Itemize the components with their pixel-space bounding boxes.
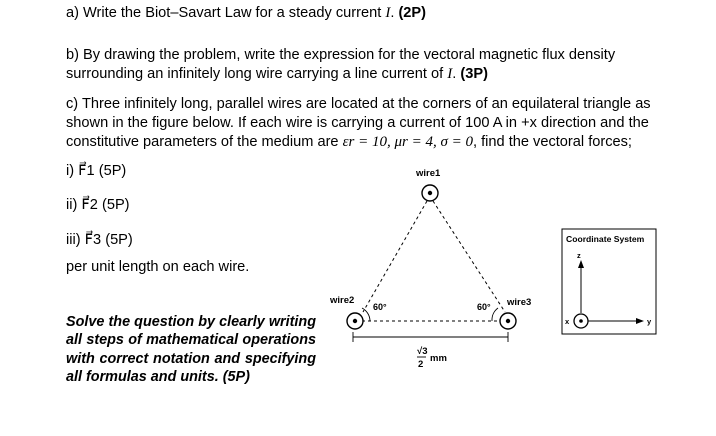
- angle-left-label: 60°: [373, 302, 387, 312]
- question-a-points: (2P): [398, 5, 427, 21]
- question-b-points: (3P): [460, 66, 488, 82]
- coordinate-system-title: Coordinate System: [566, 234, 645, 244]
- question-b-line2: surrounding an infinitely long wire carrying a line current of I. (3P): [66, 66, 488, 82]
- subpart-f1: i) F⃗1 (5P): [66, 163, 127, 179]
- subpart-f2: ii) F⃗2 (5P): [66, 197, 130, 213]
- instruction-note: Solve the question by clearly writing all steps of mathematical operations with correct notation and specifying all formulas and units. (5P): [66, 314, 316, 386]
- question-a-text: a) Write the Biot–Savart Law for a steady current: [66, 5, 386, 21]
- question-c-line1: c) Three infinitely long, parallel wires are located at the corners of an equilateral triangle as: [66, 96, 651, 112]
- dimension-unit: mm: [430, 353, 447, 364]
- dimension-denominator: 2: [418, 359, 424, 370]
- current-symbol: I: [447, 66, 453, 82]
- angle-right-label: 60°: [477, 302, 491, 312]
- per-unit-text: per unit length on each wire.: [66, 259, 250, 275]
- dimension-numerator: √3: [417, 346, 428, 357]
- medium-parameters: εr = 10, μr = 4, σ = 0: [342, 134, 473, 150]
- wire3-label: wire3: [507, 297, 532, 308]
- wire2-label: wire2: [330, 295, 355, 306]
- question-c-line2: shown in the figure below. If each wire is carrying a current of 100 A in +x direction and the: [66, 115, 649, 131]
- subpart-f3: iii) F⃗3 (5P): [66, 232, 133, 248]
- z-axis-label: z: [577, 251, 581, 260]
- question-a: a) Write the Biot–Savart Law for a steady current I. (2P): [66, 5, 427, 21]
- wire1-label: wire1: [416, 168, 441, 179]
- current-symbol: I: [385, 5, 391, 21]
- question-c-line3: constitutive parameters of the medium are εr = 10, μr = 4, σ = 0, find the vectoral forces;: [66, 134, 632, 150]
- x-axis-label: x: [565, 317, 570, 326]
- question-b-line1: b) By drawing the problem, write the expression for the vectoral magnetic flux density: [66, 47, 616, 63]
- y-axis-label: y: [647, 317, 652, 326]
